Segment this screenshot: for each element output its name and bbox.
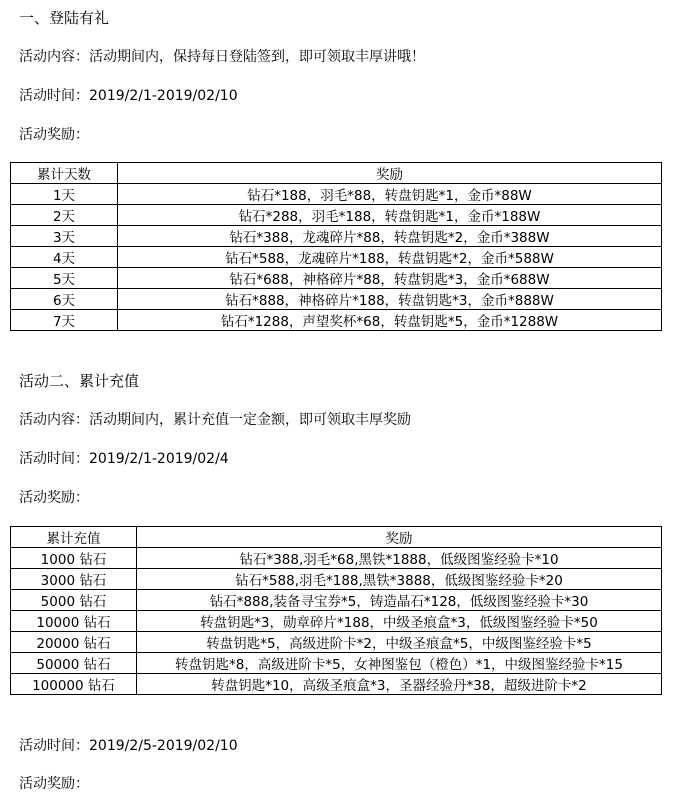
table-row <box>11 590 662 611</box>
header-cumulative-recharge: 累计充值 <box>11 527 137 548</box>
section1-title: 一、登陆有礼 <box>19 9 110 27</box>
recharge-rewards-table <box>10 526 662 695</box>
table-row <box>11 548 662 569</box>
reward-cell: 钻石*588，龙魂碎片*188，转盘钥匙*2，金币*588W <box>118 247 662 268</box>
day-cell: 7天 <box>11 310 118 331</box>
section2-title: 活动二、累计充值 <box>19 372 140 390</box>
day-cell: 4天 <box>11 247 118 268</box>
reward-cell: 转盘钥匙*3，勋章碎片*188，中级圣痕盒*3，低级图鉴经验卡*50 <box>137 611 662 632</box>
reward-cell: 钻石*288，羽毛*188，转盘钥匙*1，金币*188W <box>118 205 662 226</box>
section1-content: 活动内容：活动期间内，保持每日登陆签到，即可领取丰厚讲哦！ <box>19 49 425 65</box>
recharge-cell: 10000 钻石 <box>11 611 137 632</box>
day-cell: 3天 <box>11 226 118 247</box>
day-cell: 6天 <box>11 289 118 310</box>
section3-time: 活动时间：2019/2/5-2019/02/10 <box>19 738 238 754</box>
reward-cell: 钻石*1288，声望奖杯*68，转盘钥匙*5，金币*1288W <box>118 310 662 331</box>
section3-rewards-label: 活动奖励： <box>19 776 89 792</box>
table-row <box>11 632 662 653</box>
section1-rewards-label: 活动奖励： <box>19 127 89 143</box>
reward-cell: 钻石*888,装备寻宝券*5，铸造晶石*128，低级图鉴经验卡*30 <box>137 590 662 611</box>
recharge-cell: 3000 钻石 <box>11 569 137 590</box>
table-row <box>11 289 662 310</box>
recharge-cell: 1000 钻石 <box>11 548 137 569</box>
reward-cell: 钻石*388，龙魂碎片*88，转盘钥匙*2，金币*388W <box>118 226 662 247</box>
recharge-cell: 20000 钻石 <box>11 632 137 653</box>
table-header-row <box>11 163 662 184</box>
table-row <box>11 184 662 205</box>
reward-cell: 钻石*588,羽毛*188,黑铁*3888，低级图鉴经验卡*20 <box>137 569 662 590</box>
header-reward: 奖励 <box>137 527 662 548</box>
recharge-cell: 5000 钻石 <box>11 590 137 611</box>
table-row <box>11 569 662 590</box>
day-cell: 2天 <box>11 205 118 226</box>
header-reward: 奖励 <box>118 163 662 184</box>
table-row <box>11 205 662 226</box>
reward-cell: 钻石*888，神格碎片*188，转盘钥匙*3，金币*888W <box>118 289 662 310</box>
table-row <box>11 268 662 289</box>
day-cell: 5天 <box>11 268 118 289</box>
recharge-cell: 50000 钻石 <box>11 653 137 674</box>
table-row <box>11 226 662 247</box>
section2-rewards-label: 活动奖励： <box>19 490 89 506</box>
section1-time: 活动时间：2019/2/1-2019/02/10 <box>19 88 238 104</box>
reward-cell: 转盘钥匙*10，高级圣痕盒*3，圣器经验丹*38，超级进阶卡*2 <box>137 674 662 695</box>
reward-cell: 钻石*388,羽毛*68,黑铁*1888，低级图鉴经验卡*10 <box>137 548 662 569</box>
table-row <box>11 247 662 268</box>
section2-time: 活动时间：2019/2/1-2019/02/4 <box>19 451 229 467</box>
reward-cell: 转盘钥匙*5，高级进阶卡*2，中级圣痕盒*5，中级图鉴经验卡*5 <box>137 632 662 653</box>
reward-cell: 钻石*188，羽毛*88，转盘钥匙*1，金币*88W <box>118 184 662 205</box>
table-header-row <box>11 527 662 548</box>
table-row <box>11 611 662 632</box>
reward-cell: 转盘钥匙*8，高级进阶卡*5，女神图鉴包（橙色）*1，中级图鉴经验卡*15 <box>137 653 662 674</box>
section2-content: 活动内容：活动期间内，累计充值一定金额，即可领取丰厚奖励 <box>19 412 411 428</box>
reward-cell: 钻石*688，神格碎片*88，转盘钥匙*3，金币*688W <box>118 268 662 289</box>
login-rewards-table <box>10 162 662 331</box>
table-row <box>11 674 662 695</box>
recharge-cell: 100000 钻石 <box>11 674 137 695</box>
table-row <box>11 653 662 674</box>
header-cumulative-days: 累计天数 <box>11 163 118 184</box>
day-cell: 1天 <box>11 184 118 205</box>
table-row <box>11 310 662 331</box>
